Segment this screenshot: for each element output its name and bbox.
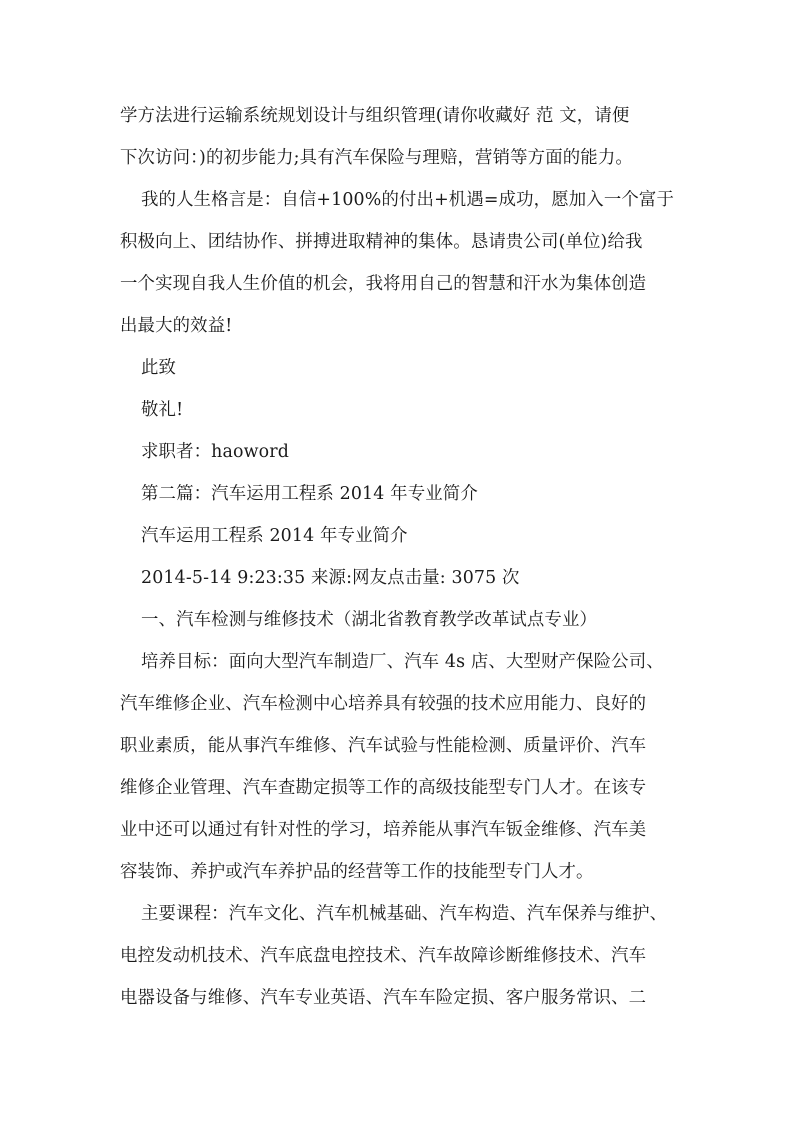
text-line: 维修企业管理、汽车查勘定损等工作的高级技能型专门人才。在该专	[120, 778, 647, 798]
text-line: 我的人生格言是：自信+100%的付出+机遇=成功，愿加入一个富于	[141, 190, 675, 210]
applicant-signature: 求职者：haoword	[141, 442, 290, 462]
closing-salutation: 此致	[141, 358, 177, 378]
text-line: 培养目标：面向大型汽车制造厂、汽车 4s 店、大型财产保险公司、	[141, 652, 664, 672]
text-line: 出最大的效益!	[120, 316, 233, 336]
text-line: 积极向上、团结协作、拼搏进取精神的集体。恳请贵公司(单位)给我	[120, 232, 643, 252]
section-heading: 第二篇：汽车运用工程系 2014 年专业简介	[141, 484, 478, 504]
major-heading: 一、汽车检测与维修技术（湖北省教育教学改革试点专业）	[141, 610, 598, 630]
article-meta: 2014-5-14 9:23:35 来源:网友点击量: 3075 次	[141, 568, 520, 588]
text-line: 电器设备与维修、汽车专业英语、汽车车险定损、客户服务常识、二	[120, 988, 647, 1008]
text-line: 下次访问：)的初步能力;具有汽车保险与理赔，营销等方面的能力。	[120, 148, 633, 168]
text-line: 容装饰、养护或汽车养护品的经营等工作的技能型专门人才。	[120, 862, 594, 882]
text-line: 职业素质，能从事汽车维修、汽车试验与性能检测、质量评价、汽车	[120, 736, 647, 756]
text-line: 业中还可以通过有针对性的学习，培养能从事汽车钣金维修、汽车美	[120, 820, 647, 840]
text-line: 主要课程：汽车文化、汽车机械基础、汽车构造、汽车保养与维护、	[141, 904, 668, 924]
text-line: 一个实现自我人生价值的机会，我将用自己的智慧和汗水为集体创造	[120, 274, 647, 294]
text-line: 学方法进行运输系统规划设计与组织管理(请你收藏好 范 文，请便	[120, 106, 630, 126]
text-line: 汽车维修企业、汽车检测中心培养具有较强的技术应用能力、良好的	[120, 694, 647, 714]
text-line: 电控发动机技术、汽车底盘电控技术、汽车故障诊断维修技术、汽车	[120, 946, 647, 966]
closing-regards: 敬礼!	[141, 400, 184, 420]
article-title: 汽车运用工程系 2014 年专业简介	[141, 526, 408, 546]
